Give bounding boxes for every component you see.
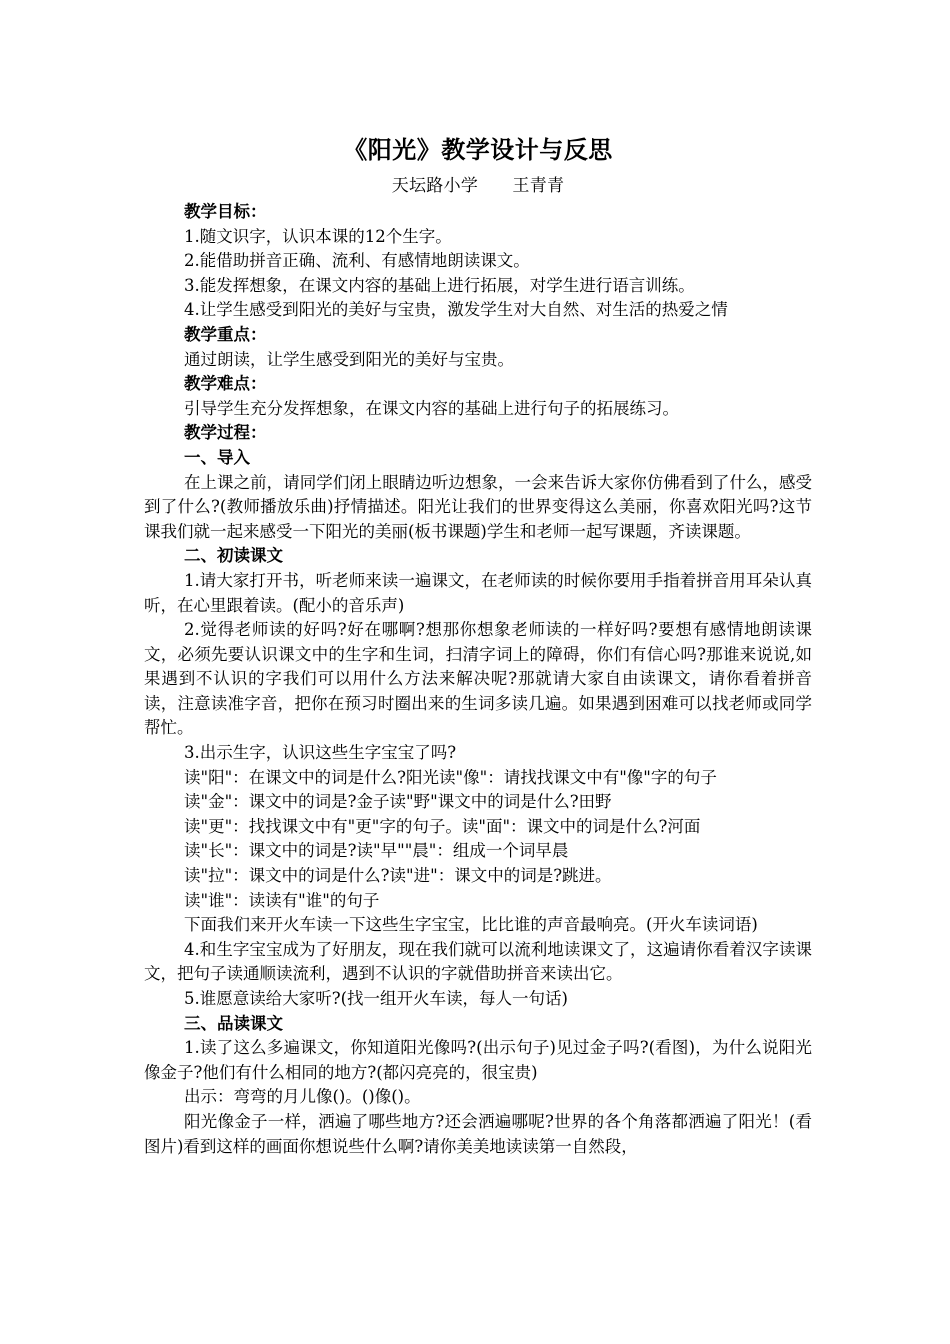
paragraph: 出示：弯弯的月儿像()。()像()。 (184, 1087, 421, 1107)
paragraph: 2.觉得老师读的好吗?好在哪啊?想那你想象老师读的一样好吗?要想有感情地朗读课文，必须先要认识课文中的生字和生词，扫清字词上的障碍，你们有信心吗?那谁来说说,如果遇到不认识的字我们可以用什么方法来解决呢?那就请大家自由读课文，请你看着拼音读，注意读准字音，把你在预习时圈出来的生词多读几遍。如果遇到困难可以找老师或同学帮忙。 (144, 620, 812, 738)
paragraph: 5.谁愿意读给大家听?(找一组开火车读，每人一句话) (184, 989, 568, 1008)
document-author: 天坛路小学 王青青 (391, 176, 565, 196)
goals-heading: 教学目标： (184, 202, 267, 221)
section-goals (144, 200, 812, 323)
goal-item: 4.让学生感受到阳光的美好与宝贵，激发学生对大自然、对生活的热爱之情 (184, 300, 728, 320)
difficulty-text: 引导学生充分发挥想象，在课文内容的基础上进行句子的拓展练习。 (184, 398, 679, 418)
paragraph: 阳光像金子一样，洒遍了哪些地方?还会洒遍哪呢?世界的各个角落都洒遍了阳光！(看图片)看到这样的画面你想说些什么啊?请你美美地读读第一自然段， (144, 1111, 812, 1156)
paragraph: 在上课之前，请同学们闭上眼睛边听边想象，一会来告诉大家你仿佛看到了什么，感受到了什么?(教师播放乐曲)抒情描述。阳光让我们的世界变得这么美丽，你喜欢阳光吗?这节课我们就一起来感受一下阳光的美丽(板书课题)学生和老师一起写课题，齐读课题。 (144, 472, 812, 541)
section-heading: 二、初读课文 (184, 546, 283, 566)
character-line: 读"拉"：课文中的词是什么?读"进"：课文中的词是?跳进。 (184, 866, 612, 886)
document-title: 《阳光》教学设计与反思 (343, 136, 613, 164)
difficulty-heading: 教学难点： (184, 374, 267, 394)
goal-item: 1.随文识字，认识本课的12个生字。 (184, 226, 452, 246)
character-line: 读"阳"：在课文中的词是什么?阳光读"像"：请找找课文中有"像"字的句子 (184, 767, 717, 787)
character-line: 读"更"：找找课文中有"更"字的句子。读"面"：课文中的词是什么?河面 (184, 816, 701, 836)
paragraph: 下面我们来开火车读一下这些生字宝宝，比比谁的声音最响亮。(开火车读词语) (184, 915, 758, 935)
section-difficulty (144, 372, 812, 421)
paragraph: 1.读了这么多遍课文，你知道阳光像吗?(出示句子)见过金子吗?(看图)，为什么说阳光像金子?他们有什么相同的地方?(都闪亮亮的，很宝贵) (144, 1038, 812, 1082)
paragraph: 1.请大家打开书，听老师来读一遍课文，在老师读的时候你要用手指着拼音用耳朵认真听，在心里跟着读。(配小的音乐声) (144, 570, 812, 615)
section-process (144, 421, 812, 1159)
key-heading: 教学重点： (184, 324, 267, 344)
character-line: 读"谁"：读读有"谁"的句子 (184, 890, 380, 910)
document-page (144, 132, 812, 1159)
section-key-point (144, 323, 812, 372)
character-line: 读"金"：课文中的词是?金子读"野"课文中的词是什么?田野 (184, 792, 612, 812)
section-heading: 一、导入 (184, 447, 250, 467)
paragraph: 4.和生字宝宝成为了好朋友，现在我们就可以流利地读课文了，这遍请你看着汉字读课文，把句子读通顺读流利，遇到不认识的字就借助拼音来读出它。 (144, 939, 812, 984)
character-line: 读"长"：课文中的词是?读"早""晨"：组成一个词早晨 (184, 841, 569, 861)
paragraph: 3.出示生字，认识这些生字宝宝了吗? (184, 743, 457, 763)
key-text: 通过朗读，让学生感受到阳光的美好与宝贵。 (184, 349, 514, 369)
goal-item: 2.能借助拼音正确、流利、有感情地朗读课文。 (184, 251, 530, 271)
process-heading: 教学过程： (184, 423, 267, 443)
goal-item: 3.能发挥想象，在课文内容的基础上进行拓展，对学生进行语言训练。 (184, 275, 695, 295)
section-heading: 三、品读课文 (184, 1013, 283, 1033)
